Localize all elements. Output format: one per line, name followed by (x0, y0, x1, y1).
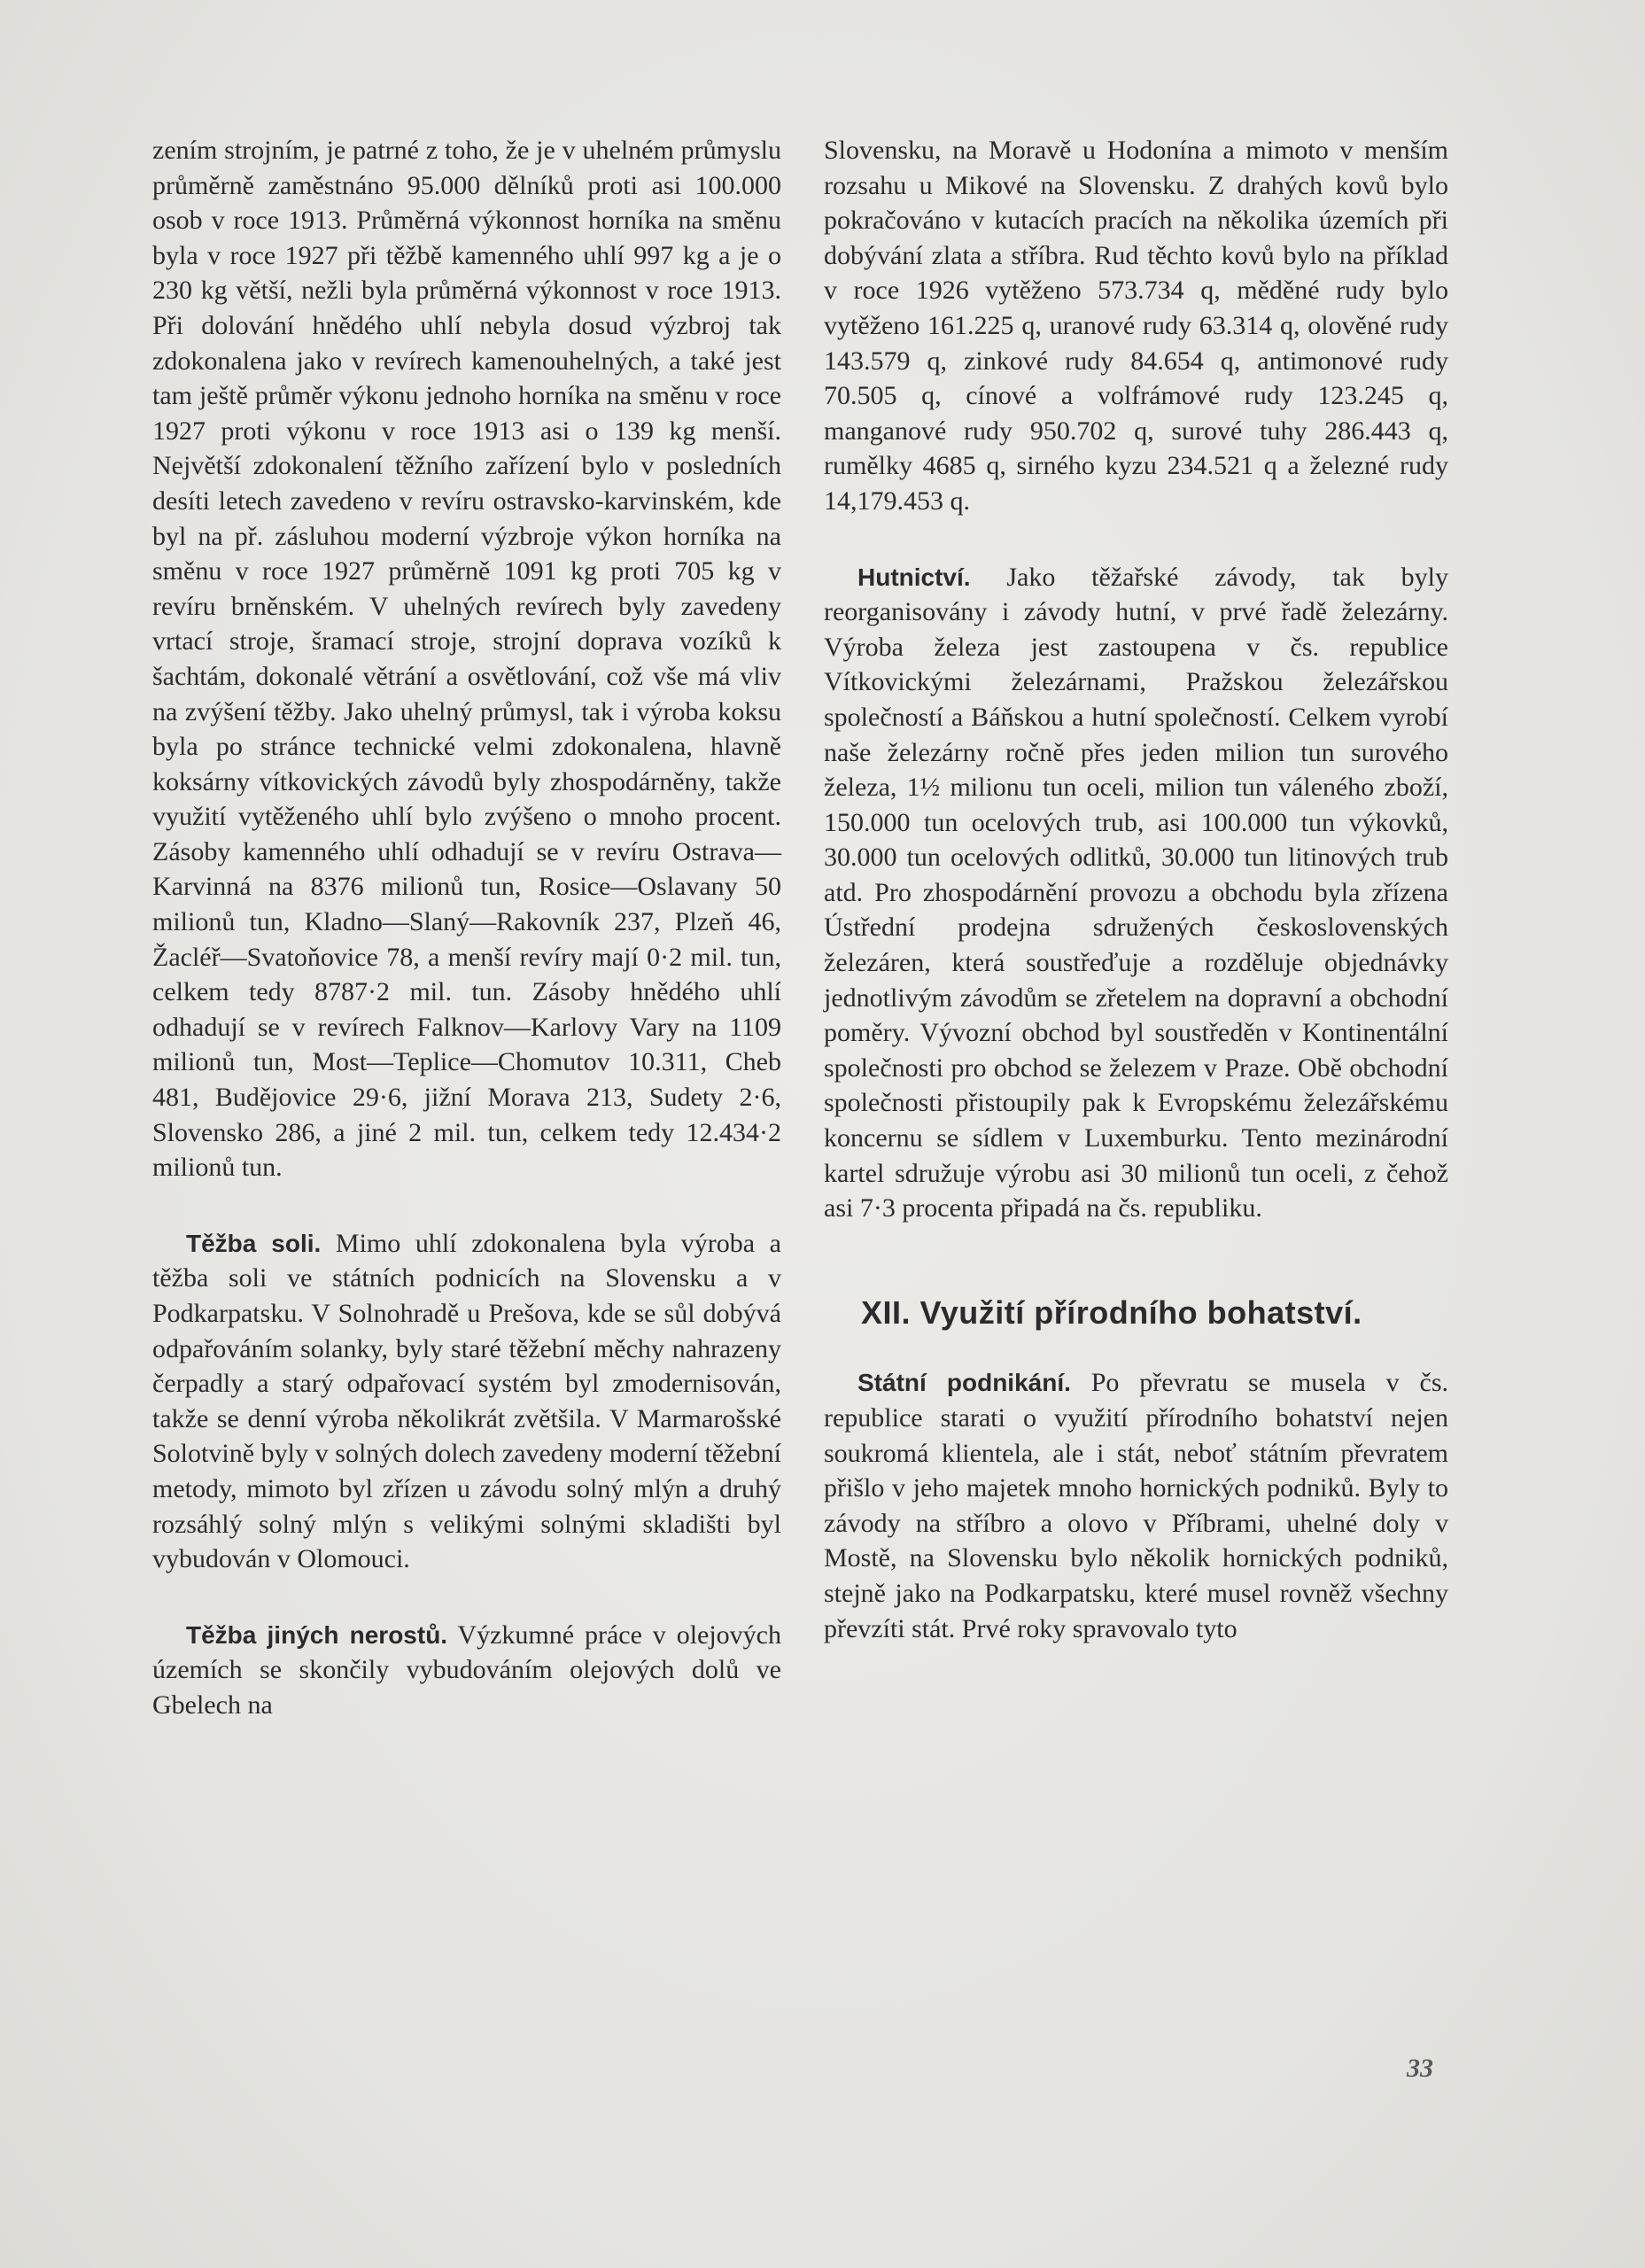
coal-paragraph: zením strojním, je patrné z toho, že je v uhelném průmyslu průměrně zaměstnáno 95.000 dělníků proti asi 100.000 osob v roce 1913. Průměrná výkonnost horníka na směnu byla v roce 1927 při těžbě kamenného uhlí 997 kg a je o 230 kg větší, nežli byla průměrná výkonnost v roce 1913. Při dolování hnědého uhlí nebyla dosud výzbroj tak zdokonalena jako v revírech kamenouhelných, a také jest tam ještě průměr výkonu jednoho horníka na směnu v roce 1927 proti výkonu v roce 1913 asi o 139 kg menší. Největší zdokonalení těžního zařízení bylo v posledních desíti letech zavedeno v revíru ostravsko-karvinském, kde byl na př. zásluhou moderní výzbroje výkon horníka na směnu v roce 1927 průměrně 1091 kg proti 705 kg v revíru brněnském. V uhelných revírech byly zavedeny vrtací stroje, šramací stroje, strojní doprava vozíků k šachtám, dokonalé větrání a osvětlování, což vše má vliv na zvýšení těžby. Jako uhelný průmysl, tak i výroba koksu byla po stránce technické velmi zdokonalena, hlavně koksárny vítkovických závodů byly zhospodárněny, takže využití vytěženého uhlí bylo zvýšeno o mnoho procent. Zásoby kamenného uhlí odhadují se v revíru Ostrava—Karvinná na 8376 milionů tun, Rosice—Oslavany 50 milionů tun, Kladno—Slaný—Rakovník 237, Plzeň 46, Žacléř—Svatoňovice 78, a menší revíry mají 0·2 mil. tun, celkem tedy 8787·2 mil. tun. Zásoby hnědého uhlí odhadují se v revírech Falknov—Karlovy Vary na 1109 milionů tun, Most—Teplice—Chomutov 10.311, Cheb 481, Budějovice 29·6, jižní Morava 213, Sudety 2·6, Slovensko 286, a jiné 2 mil. tun, celkem tedy 12.434·2 milionů tun. (152, 136, 781, 1183)
left-column (152, 133, 781, 1723)
salt-heading: Těžba soli. (186, 1229, 322, 1257)
state-enterprise-text: Po převratu se musela v čs. republice starati o využití přírodního bohatství nejen soukromá klientela, ale i stát, neboť státním převratem přišlo v jeho majetek mnoho hornických podniků. Byly to závody na stříbro a olovo v Příbrami, uhelné doly v Mostě, na Slovensku bylo několik hornických podniků, stejně jako na Podkarpatsku, které musel rovněž všechny převzíti stát. Prvé roky spravovalo tyto (824, 1368, 1449, 1643)
metallurgy-heading: Hutnictví. (857, 563, 971, 591)
salt-text: Mimo uhlí zdokonalena byla výroba a těžba soli ve státních podnicích na Slovensku a v Podkarpatsku. V Solnohradě u Prešova, kde se sůl dobývá odpařováním solanky, byly staré těžební měchy nahrazeny čerpadly a starý odpařovací systém byl zmodernisován, takže se denní výroba několikrát zvětšila. V Marmarošské Solotvině byly v solných dolech zavedeny moderní těžební metody, mimoto byl zřízen u závodu solný mlýn a druhý rozsáhlý solný mlýn s velikými solnými skladišti byl vybudován v Olomouci. (152, 1228, 781, 1574)
other-minerals-heading: Těžba jiných nerostů. (186, 1620, 448, 1649)
right-column (824, 133, 1448, 1646)
ores-paragraph: Slovensku, na Moravě u Hodonína a mimoto v menším rozsahu u Mikové na Slovensku. Z drahých kovů bylo pokračováno v kutacích pracích na několika územích při dobývání zlata a stříbra. Rud těchto kovů bylo na příklad v roce 1926 vytěženo 573.734 q, měděné rudy bylo vytěženo 161.225 q, uranové rudy 63.314 q, olověné rudy 143.579 q, zinkové rudy 84.654 q, antimonové rudy 70.505 q, cínové a volfrámové rudy 123.245 q, manganové rudy 950.702 q, surové tuhy 286.443 q, rumělky 4685 q, sirného kyzu 234.521 q a železné rudy 14,179.453 q. (824, 136, 1448, 516)
other-minerals-text: Výzkumné práce v olejových územích se skončily vybudováním olejových dolů ve Gbelech na (152, 1619, 781, 1720)
state-enterprise-paragraph (824, 1365, 1448, 1646)
metallurgy-paragraph (824, 560, 1448, 1226)
chapter-title: XII. Využití přírodního bohatství. (861, 1293, 1362, 1331)
other-minerals-paragraph (152, 1618, 781, 1723)
metallurgy-text: Jako těžařské závody, tak byly reorganisovány i závody hutní, v prvé řadě železárny. Výroba železa jest zastoupena v čs. republice Vítkovickými železárnami, Pražskou železářskou společností a Báňskou a hutní společností. Celkem vyrobí naše železárny ročně přes jeden milion tun surového železa, 1½ milionu tun oceli, milion tun váleného zboží, 150.000 tun ocelových trub, asi 100.000 tun výkovků, 30.000 tun ocelových odlitků, 30.000 tun litinových trub atd. Pro zhospodárnění provozu a obchodu byla zřízena Ústřední prodejna sdružených československých železáren, která soustřeďuje a rozděluje objednávky jednotlivým závodům se zřetelem na dopravní a obchodní poměry. Vývozní obchod byl soustředěn v Kontinentální společnosti pro obchod se železem v Praze. Obě obchodní společnosti přistoupily pak k Evropskému železářskému koncernu se sídlem v Luxemburku. Tento mezinárodní kartel sdružuje výrobu asi 30 milionů tun oceli, z čehož asi 7·3 procenta připadá na čs. republiku. (824, 562, 1448, 1223)
state-enterprise-heading: Státní podnikání. (857, 1369, 1071, 1397)
page-number: 33 (1407, 2054, 1433, 2083)
salt-paragraph (152, 1226, 781, 1577)
